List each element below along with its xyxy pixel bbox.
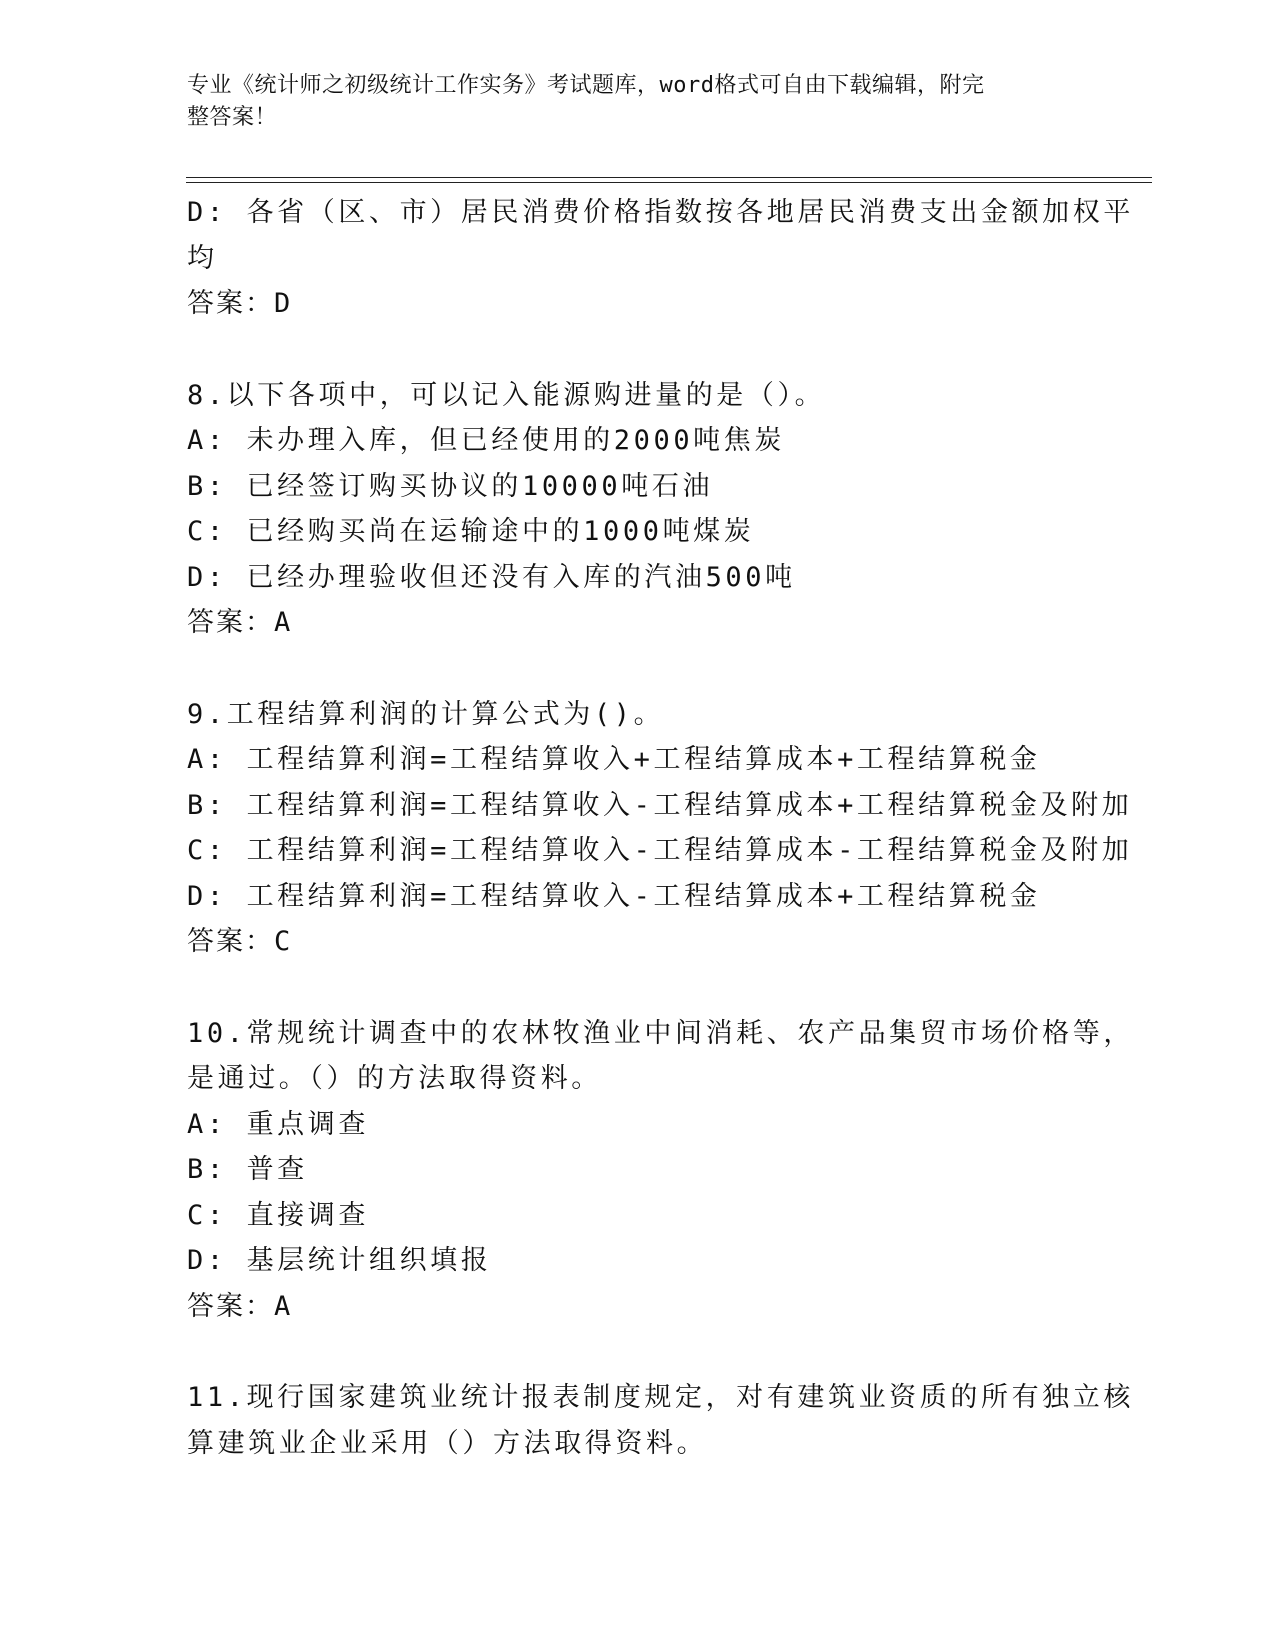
option-d: D: 工程结算利润=工程结算收入-工程结算成本+工程结算税金 <box>187 880 1041 912</box>
question-11 <box>187 1375 1134 1466</box>
answer: 答案：A <box>187 607 293 638</box>
answer: 答案：D <box>187 288 293 319</box>
option-d-continued: 均 <box>187 242 218 274</box>
header-rule-top <box>186 177 1152 178</box>
option-c: C: 已经购买尚在运输途中的1000吨煤炭 <box>187 516 755 547</box>
option-b: B: 已经签订购买协议的10000吨石油 <box>187 470 714 502</box>
answer: 答案：C <box>187 926 293 957</box>
spacer <box>187 327 1087 373</box>
document-header <box>187 70 1087 134</box>
question-10 <box>187 1011 1134 1330</box>
spacer <box>187 965 1087 1011</box>
option-a: A: 工程结算利润=工程结算收入+工程结算成本+工程结算税金 <box>187 744 1041 775</box>
answer: 答案：A <box>187 1290 293 1322</box>
header-line-2: 整答案！ <box>187 105 278 130</box>
question-stem-continued: 算建筑业企业采用（）方法取得资料。 <box>187 1427 708 1459</box>
option-c: C: 直接调查 <box>187 1199 369 1231</box>
option-d: D: 各省（区、市）居民消费价格指数按各地居民消费支出金额加权平 <box>187 197 1134 228</box>
document-body <box>187 190 1134 1466</box>
question-stem: 9.工程结算利润的计算公式为()。 <box>187 698 665 730</box>
spacer <box>187 646 1087 692</box>
question-stem-continued: 是通过。（）的方法取得资料。 <box>187 1063 602 1094</box>
option-b: B: 普查 <box>187 1154 308 1185</box>
question-stem: 8.以下各项中，可以记入能源购进量的是（）。 <box>187 379 826 411</box>
option-d: D: 已经办理验收但还没有入库的汽油500吨 <box>187 561 796 593</box>
option-d: D: 基层统计组织填报 <box>187 1245 492 1276</box>
question-stem: 11.现行国家建筑业统计报表制度规定，对有建筑业资质的所有独立核 <box>187 1382 1134 1413</box>
option-b: B: 工程结算利润=工程结算收入-工程结算成本+工程结算税金及附加 <box>187 789 1133 821</box>
question-previous <box>187 190 1134 327</box>
option-c: C: 工程结算利润=工程结算收入-工程结算成本-工程结算税金及附加 <box>187 835 1133 866</box>
spacer <box>187 1329 1087 1375</box>
question-stem: 10.常规统计调查中的农林牧渔业中间消耗、农产品集贸市场价格等， <box>187 1017 1134 1049</box>
header-line-1: 专业《统计师之初级统计工作实务》考试题库，word格式可自由下载编辑，附完 <box>187 73 985 98</box>
question-9 <box>187 692 1133 965</box>
option-a: A: 重点调查 <box>187 1108 369 1140</box>
header-rule-bottom <box>186 182 1152 183</box>
option-a: A: 未办理入库，但已经使用的2000吨焦炭 <box>187 425 785 456</box>
question-8 <box>187 373 1087 646</box>
